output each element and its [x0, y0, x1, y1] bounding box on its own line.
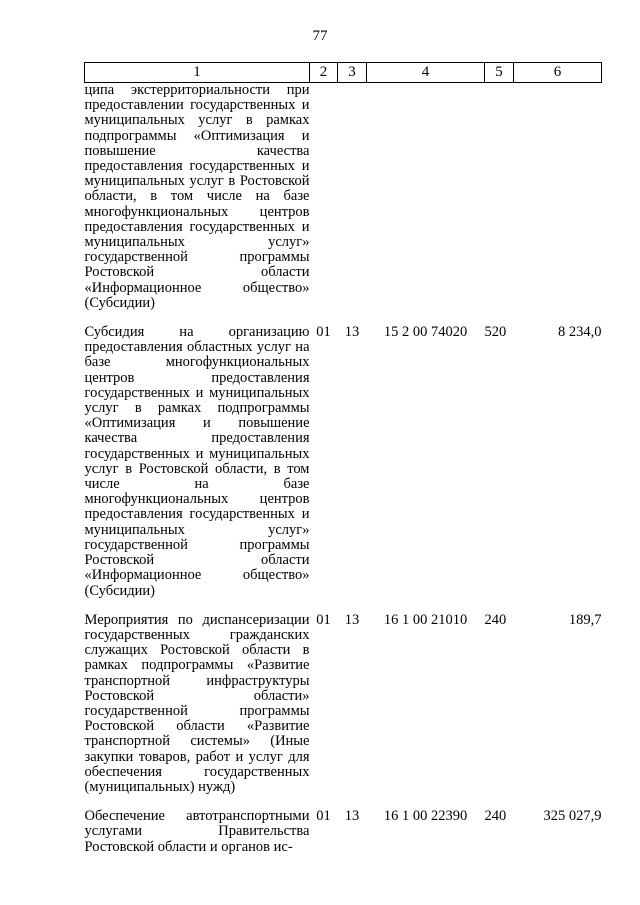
row-subsection-code: 13 — [344, 324, 360, 341]
row-amount — [514, 83, 602, 326]
row-subsection-code — [338, 83, 367, 326]
budget-table — [84, 62, 602, 869]
row-amount: 8 234,0 — [558, 324, 602, 341]
row-expense-type: 520 — [484, 324, 507, 341]
column-header-3: 3 — [338, 63, 367, 83]
row-section-code: 01 — [316, 324, 331, 341]
row-description: Обеспечение автотранспортными услугами Правительства Ростовской области и органов ис- — [84, 808, 310, 855]
page-number: 77 — [312, 28, 328, 44]
row-subsection-code: 13 — [344, 611, 360, 628]
table-header-row — [85, 63, 602, 83]
column-header-6: 6 — [514, 63, 602, 83]
table-row — [85, 809, 602, 869]
row-expense-type: 240 — [484, 808, 507, 825]
row-description: Субсидия на организацию предоставления областных услуг на базе многофункциональных центров предоставления государственных и муниципальных услуг в рамках подпрограммы «Оптимизация и повышение качества предоставления государственных и муниципальных услуг в Ростовской области, в том числе на базе многофункциональных центров предоставления государственных и муниципальных услуг» государственной программы Ростовской области «Информационное общество» (Субсидии) — [84, 324, 310, 599]
row-section-code: 01 — [316, 611, 331, 628]
table-row — [85, 613, 602, 809]
row-description: Мероприятия по диспансеризации государственных гражданских служащих Ростовской области в рамках подпрограммы «Развитие транспортной инфраструктуры Ростовской области» государственной программы Ростовской области «Развитие транспортной системы» (Иные закупки товаров, работ и услуг для обеспечения государственных (муниципальных) нужд) — [84, 611, 310, 795]
row-target-code: 16 1 00 22390 — [383, 808, 468, 825]
row-description: ципа экстерриториальности при предоставлении государственных и муниципальных услуг в рамках подпрограммы «Оптимизация и повышение качества предоставления государственных и муниципальных услуг в Ростовской области, в том числе на базе многофункциональных центров предоставления государственных и муниципальных услуг» государственной программы Ростовской области «Информационное общество» (Субсидии) — [84, 82, 310, 311]
column-header-1: 1 — [85, 63, 310, 83]
row-target-code — [367, 83, 485, 326]
row-amount: 325 027,9 — [543, 808, 602, 825]
row-target-code: 15 2 00 74020 — [383, 324, 468, 341]
column-header-2: 2 — [310, 63, 338, 83]
table-row — [85, 83, 602, 326]
column-header-4: 4 — [367, 63, 485, 83]
row-expense-type — [485, 83, 514, 326]
row-target-code: 16 1 00 21010 — [383, 611, 468, 628]
row-subsection-code: 13 — [344, 808, 360, 825]
column-header-5: 5 — [485, 63, 514, 83]
row-expense-type: 240 — [484, 611, 507, 628]
row-section-code: 01 — [316, 808, 331, 825]
table-row — [85, 325, 602, 613]
row-amount: 189,7 — [568, 611, 602, 628]
row-section-code — [310, 83, 338, 326]
